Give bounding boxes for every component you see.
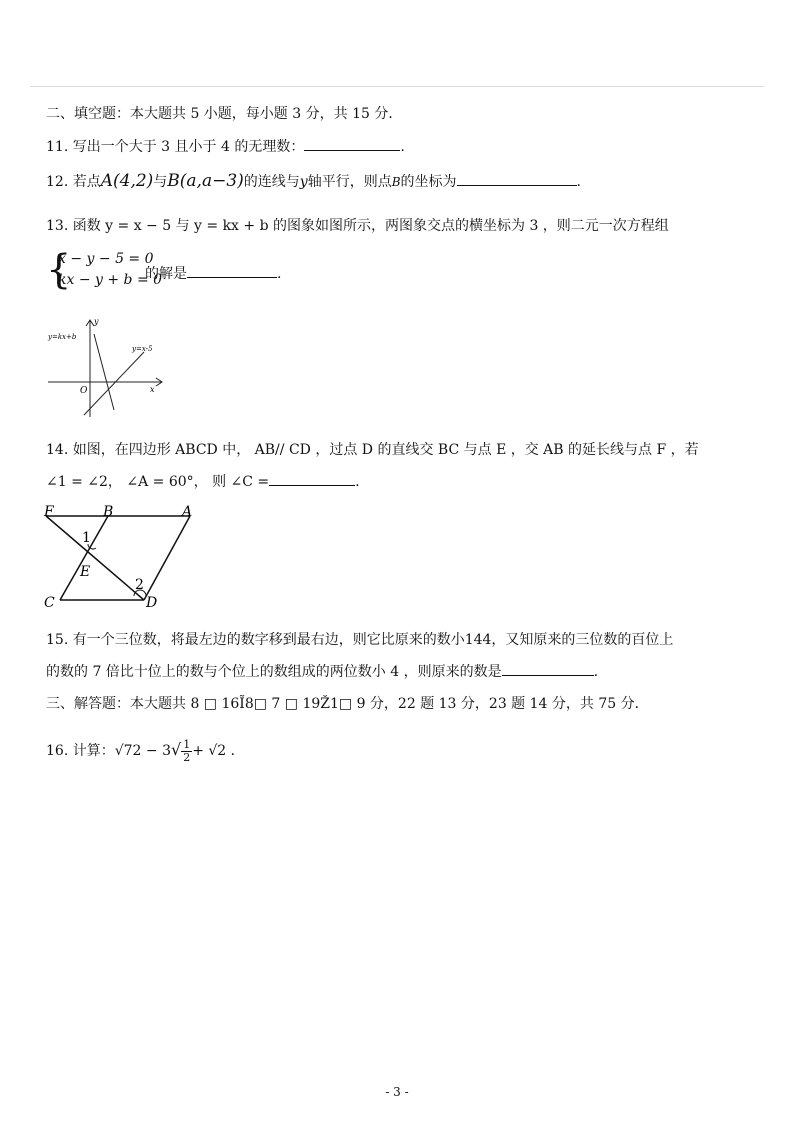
line-kx-b-label: y=kx+b [48, 333, 77, 341]
q12-mid3: 轴平行，则点 [307, 174, 392, 190]
x-axis-label: x [150, 385, 155, 394]
q12-point-label: B [391, 175, 401, 189]
q12-point-b: B(a,a−3) [167, 171, 244, 191]
header-rule [30, 86, 764, 87]
label-c: C [44, 595, 55, 611]
question-12 [46, 171, 581, 192]
q12-answer-blank[interactable] [457, 171, 577, 186]
line-x-5-label: y=x-5 [132, 345, 153, 353]
q16-expr-a: √72 − 3 [114, 743, 171, 759]
section2-title: 二、填空题：本大题共 5 小题，每小题 3 分，共 15 分． [46, 106, 403, 122]
q13-answer-blank[interactable] [187, 263, 277, 278]
label-e: E [80, 564, 91, 580]
y-axis-label: y [94, 317, 99, 326]
q15-answer-blank[interactable] [502, 661, 594, 676]
question-11 [46, 136, 405, 157]
q12-suffix: 的坐标为 [400, 174, 457, 190]
label-a: A [182, 504, 193, 520]
line-x-5 [84, 352, 144, 415]
q16-prefix: 16. 计算： [46, 743, 115, 759]
q12-mid2: 的连线与 [243, 174, 300, 190]
q11-answer-blank[interactable] [304, 136, 400, 151]
label-d: D [146, 595, 158, 611]
q14-condition: ∠1 = ∠2， ∠A = 60°， 则 ∠C = [46, 474, 270, 490]
q13-tail: 的解是 . [145, 263, 281, 283]
label-f: F [44, 504, 54, 520]
question-14-line2: ∠1 = ∠2， ∠A = 60°， 则 ∠C = . [46, 471, 360, 492]
question-13-line1: 13. 函数 y = x − 5 与 y = kx + b 的图象如图所示，两图象交点的横坐标为 3 ，则二元一次方程组 [46, 218, 669, 234]
q13-graph [44, 312, 174, 422]
equation-1: x − y − 5 = 0 [58, 251, 154, 267]
label-angle-1: 1 [82, 530, 91, 546]
label-angle-2: 2 [135, 577, 144, 593]
line-ad [144, 516, 190, 600]
question-15-line2: 的数的 7 倍比十位上的数与个位上的数组成的两位数小 4 ，则原来的数是 . [46, 661, 598, 682]
origin-label: O [80, 386, 88, 396]
page-number: - 3 - [385, 1085, 409, 1099]
q14-answer-blank[interactable] [269, 471, 355, 486]
sqrt-sign: √ [171, 740, 182, 759]
q16-expr-b: + √2 ． [192, 743, 245, 759]
label-b: B [103, 504, 114, 520]
q12-end: . [576, 174, 581, 190]
brace: { [46, 247, 72, 293]
q12-point-a: A(4,2) [100, 171, 154, 191]
question-15-line1: 15. 有一个三位数，将最左边的数字移到最右边，则它比原来的数小144，又知原来的三位数的百位上 [46, 632, 674, 648]
section3-title: 三、解答题：本大题共 8 □ 16Ĩ8□ 7 □ 19Ž1□ 9 分，22 题 13 分，23 题 14 分，共 75 分． [46, 696, 649, 712]
q12-axis: y [299, 174, 308, 190]
equation-2: kx − y + b = 0 [58, 272, 163, 288]
q11-text: 11. 写出一个大于 3 且小于 4 的无理数： [46, 139, 305, 155]
line-cb [60, 516, 108, 600]
q14-figure [40, 502, 210, 612]
q12-mid1: 与 [153, 174, 168, 190]
question-16 [46, 737, 245, 764]
q11-end: . [400, 139, 405, 155]
question-14-line1: 14. 如图，在四边形 ABCD 中， AB// CD ，过点 D 的直线交 BC 与点 E ，交 AB 的延长线与点 F ，若 [46, 442, 699, 458]
q12-prefix: 12. 若点 [46, 174, 101, 190]
line-fd [46, 516, 144, 600]
line-kx-b [94, 334, 114, 410]
q16-fraction: $\frac{1}{2}$ [183, 737, 191, 764]
